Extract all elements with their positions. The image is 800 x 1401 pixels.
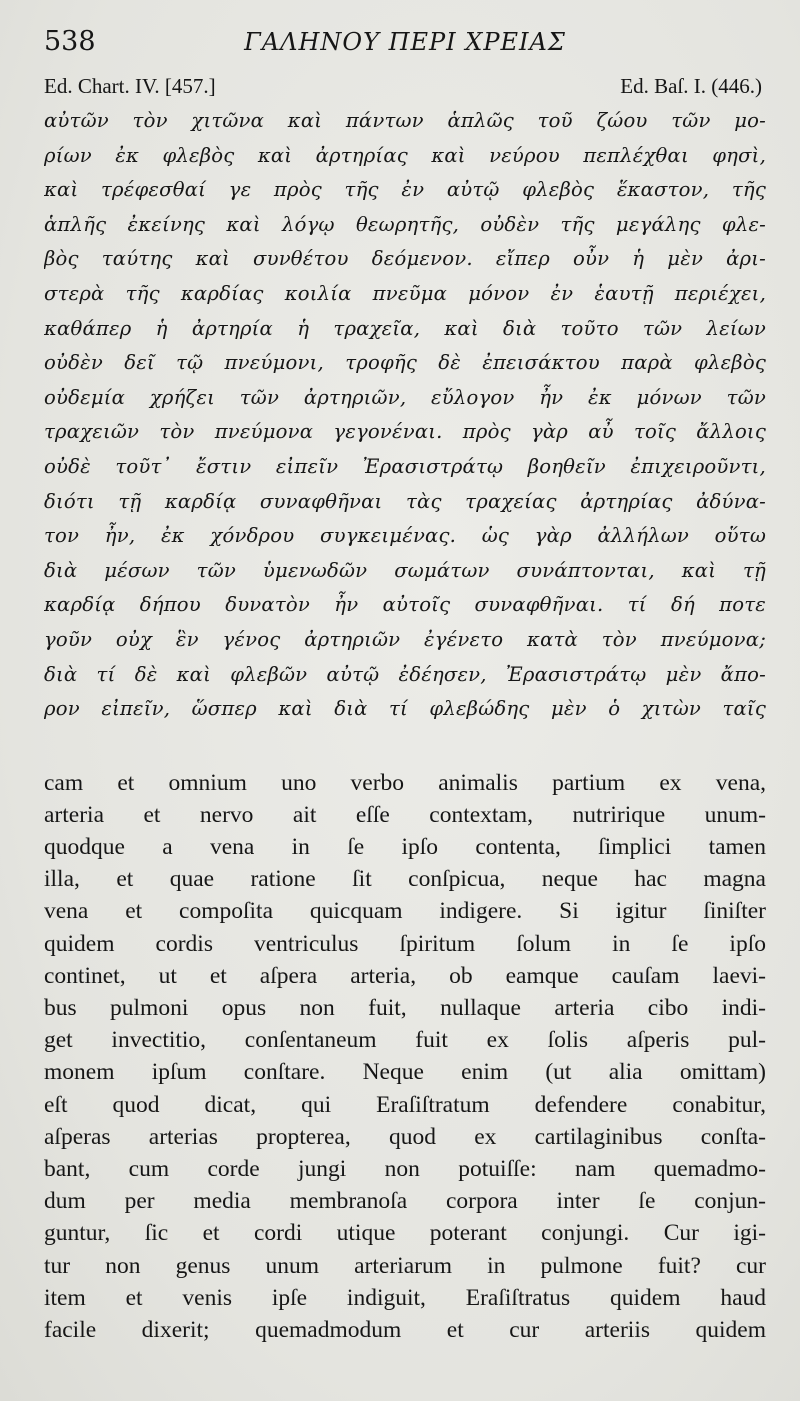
greek-text-line: γοῦν οὐχ ἓν γένος ἀρτηριῶν ἐγένετο κατὰ τὸν πνεύμονα; [44,627,766,651]
greek-text-line: διὰ τί δὲ καὶ φλεβῶν αὐτῷ ἐδέησεν, Ἐρασιστράτῳ μὲν ἄπο- [44,662,766,686]
greek-text-line: διὰ μέσων τῶν ὑμενωδῶν σωμάτων συνάπτονται, καὶ τῇ [44,558,766,582]
latin-text-line: tur non genus unum arteriarum in pulmone fuit? cur [44,1252,766,1279]
greek-text-line: ἁπλῆς ἐκείνης καὶ λόγῳ θεωρητῆς, οὐδὲν τῆς μεγάλης φλε- [44,212,766,236]
latin-text-block [44,767,766,1346]
edition-references [44,74,766,102]
greek-text-line: τον ἦν, ἐκ χόνδρου συγκειμένας. ὡς γὰρ ἀλλήλων οὕτω [44,524,766,548]
greek-text-line: ρον εἰπεῖν, ὥσπερ καὶ διὰ τί φλεβώδης μὲν ὁ χιτὼν ταῖς [44,697,766,721]
latin-text-line: bus pulmoni opus non fuit, nullaque arteria cibo indi- [44,995,766,1021]
greek-text-line: οὐδεμία χρήζει τῶν ἀρτηριῶν, εὔλογον ἦν ἐκ μόνων τῶν [44,385,766,409]
latin-text-line: dum per media membranoſa corpora inter ſe conjun- [44,1188,766,1215]
latin-text-line: continet, ut et aſpera arteria, ob eamque cauſam laevi- [44,962,766,989]
latin-text-line: bant, cum corde jungi non potuiſſe: nam quemadmo- [44,1155,766,1182]
latin-text-line: eſt quod dicat, qui Eraſiſtratum defendere conabitur, [44,1091,766,1118]
page-number: 538 [44,26,96,57]
latin-text-line: guntur, ſic et cordi utique poterant conjungi. Cur igi- [44,1220,766,1247]
greek-text-line: ρίων ἐκ φλεβὸς καὶ ἀρτηρίας καὶ νεύρου πεπλέχθαι φησὶ, [44,143,766,167]
greek-text-line: καρδίᾳ δήπου δυνατὸν ἦν αὐτοῖς συναφθῆναι. τί δή ποτε [44,593,766,617]
latin-text-line: facile dixerit; quemadmodum et cur arteriis quidem [44,1316,766,1343]
latin-text-line: quidem cordis ventriculus ſpiritum ſolum in ſe ipſo [44,930,766,957]
latin-text-line: quodque a vena in ſe ipſo contenta, ſimplici tamen [44,834,766,861]
running-title: ΓΑΛΗΝΟΥ ΠΕΡΙ ΧΡΕΙΑΣ [244,28,566,56]
edition-basel-reference: Ed. Baſ. I. (446.) [620,74,762,98]
greek-text-line: αὐτῶν τὸν χιτῶνα καὶ πάντων ἁπλῶς τοῦ ζώου τῶν μο- [44,109,766,132]
latin-text-line: cam et omnium uno verbo animalis partium ex vena, [44,769,766,796]
running-head [44,26,766,66]
greek-text-line: οὐδὲ τοῦτ᾽ ἔστιν εἰπεῖν Ἐρασιστράτῳ βοηθεῖν ἐπιχειροῦντι, [44,454,766,478]
greek-text-block [44,104,766,727]
greek-text-line: βὸς ταύτης καὶ συνθέτου δεόμενον. εἴπερ οὖν ἡ μὲν ἀρι- [44,247,766,271]
edition-chart-reference: Ed. Chart. IV. [457.] [44,74,216,98]
latin-text-line: vena et compoſita quicquam indigere. Si igitur ſiniſter [44,898,766,925]
greek-text-line: οὐδὲν δεῖ τῷ πνεύμονι, τροφῆς δὲ ἐπεισάκτου παρὰ φλεβὸς [44,351,766,375]
latin-text-line: get invectitio, conſentaneum fuit ex ſolis aſperis pul- [44,1027,766,1054]
latin-text-line: aſperas arterias propterea, quod ex cartilaginibus conſta- [44,1123,766,1150]
latin-text-line: monem ipſum conſtare. Neque enim (ut alia omittam) [44,1059,766,1086]
greek-text-line: τραχειῶν τὸν πνεύμονα γεγονέναι. πρὸς γὰρ αὖ τοῖς ἄλλοις [44,420,766,444]
greek-text-line: καθάπερ ἡ ἀρτηρία ἡ τραχεῖα, καὶ διὰ τοῦτο τῶν λείων [44,316,766,340]
greek-text-line: καὶ τρέφεσθαί γε πρὸς τῆς ἐν αὐτῷ φλεβὸς ἕκαστον, τῆς [44,178,766,202]
latin-text-line: item et venis ipſe indiguit, Eraſiſtratus quidem haud [44,1284,766,1311]
greek-text-line: στερὰ τῆς καρδίας κοιλία πνεῦμα μόνον ἐν ἑαυτῇ περιέχει, [44,281,766,305]
latin-text-line: arteria et nervo ait eſſe contextam, nutririque unum- [44,801,766,828]
greek-text-line: διότι τῇ καρδίᾳ συναφθῆναι τὰς τραχείας ἀρτηρίας ἀδύνα- [44,489,766,513]
latin-text-line: illa, et quae ratione ſit conſpicua, neque hac magna [44,866,766,893]
